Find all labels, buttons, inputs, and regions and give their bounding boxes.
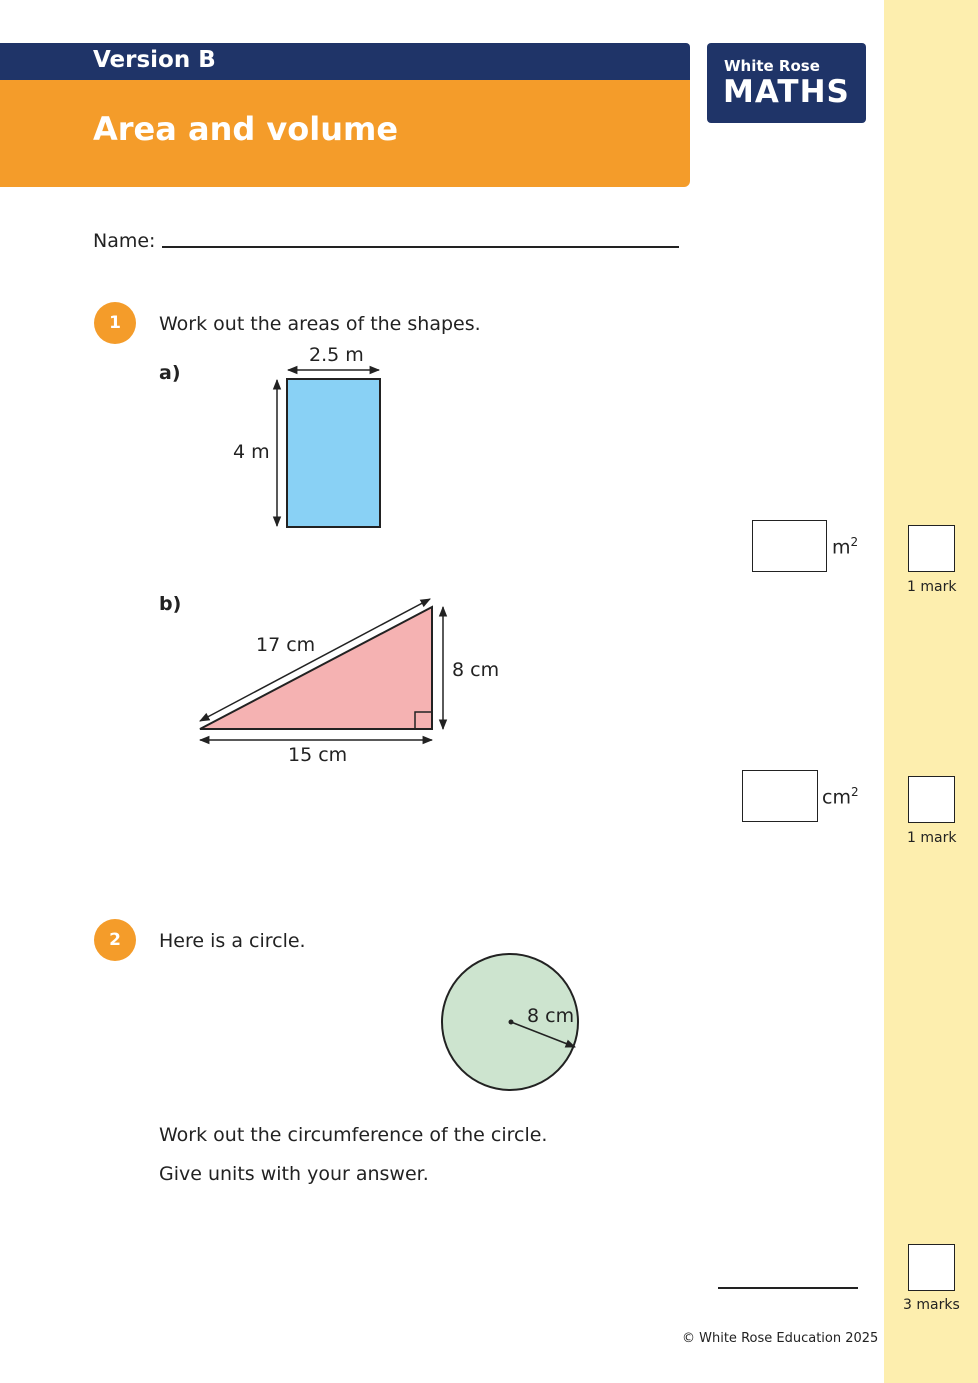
marks-label-2: 3 marks [903, 1297, 960, 1313]
copyright: © White Rose Education 2025 [682, 1331, 879, 1346]
triangle-shape [200, 607, 432, 729]
unit-1a-power: 2 [850, 535, 859, 549]
circle-radius-label: 8 cm [527, 1005, 575, 1027]
mark-box-2[interactable] [908, 1244, 955, 1291]
question-2-prompt: Here is a circle. [159, 930, 306, 952]
question-2-instruction-1: Work out the circumference of the circle. [159, 1124, 548, 1146]
question-1-prompt: Work out the areas of the shapes. [159, 313, 481, 335]
unit-1a [832, 535, 858, 558]
unit-1a-base: m [832, 536, 851, 559]
logo-line1: White Rose [724, 57, 820, 75]
unit-1b-base: cm [822, 786, 851, 809]
version-label: Version B [93, 47, 216, 73]
marks-label-1b: 1 mark [907, 830, 957, 846]
part-a-label: a) [159, 362, 181, 384]
triangle-hypotenuse-label: 17 cm [256, 634, 316, 656]
unit-1b-power: 2 [850, 785, 859, 799]
question-1-number: 1 [94, 302, 136, 344]
answer-box-1a[interactable] [752, 520, 827, 572]
question-2-instruction-2: Give units with your answer. [159, 1163, 429, 1185]
unit-1b [822, 785, 859, 808]
circle-centre-point [509, 1020, 514, 1025]
page-title: Area and volume [93, 110, 399, 148]
triangle-base-label: 15 cm [288, 744, 348, 766]
triangle-height-label: 8 cm [452, 659, 500, 681]
rectangle-shape [287, 379, 380, 527]
name-label: Name: [93, 230, 156, 252]
rectangle-width-label: 2.5 m [309, 344, 364, 366]
answer-box-1b[interactable] [742, 770, 818, 822]
question-2-number: 2 [94, 919, 136, 961]
answer-line-2[interactable] [718, 1287, 858, 1289]
mark-box-1a[interactable] [908, 525, 955, 572]
mark-box-1b[interactable] [908, 776, 955, 823]
logo-line2: MATHS [723, 74, 850, 110]
rectangle-height-label: 4 m [233, 441, 270, 463]
part-b-label: b) [159, 593, 182, 615]
marks-label-1a: 1 mark [907, 579, 957, 595]
